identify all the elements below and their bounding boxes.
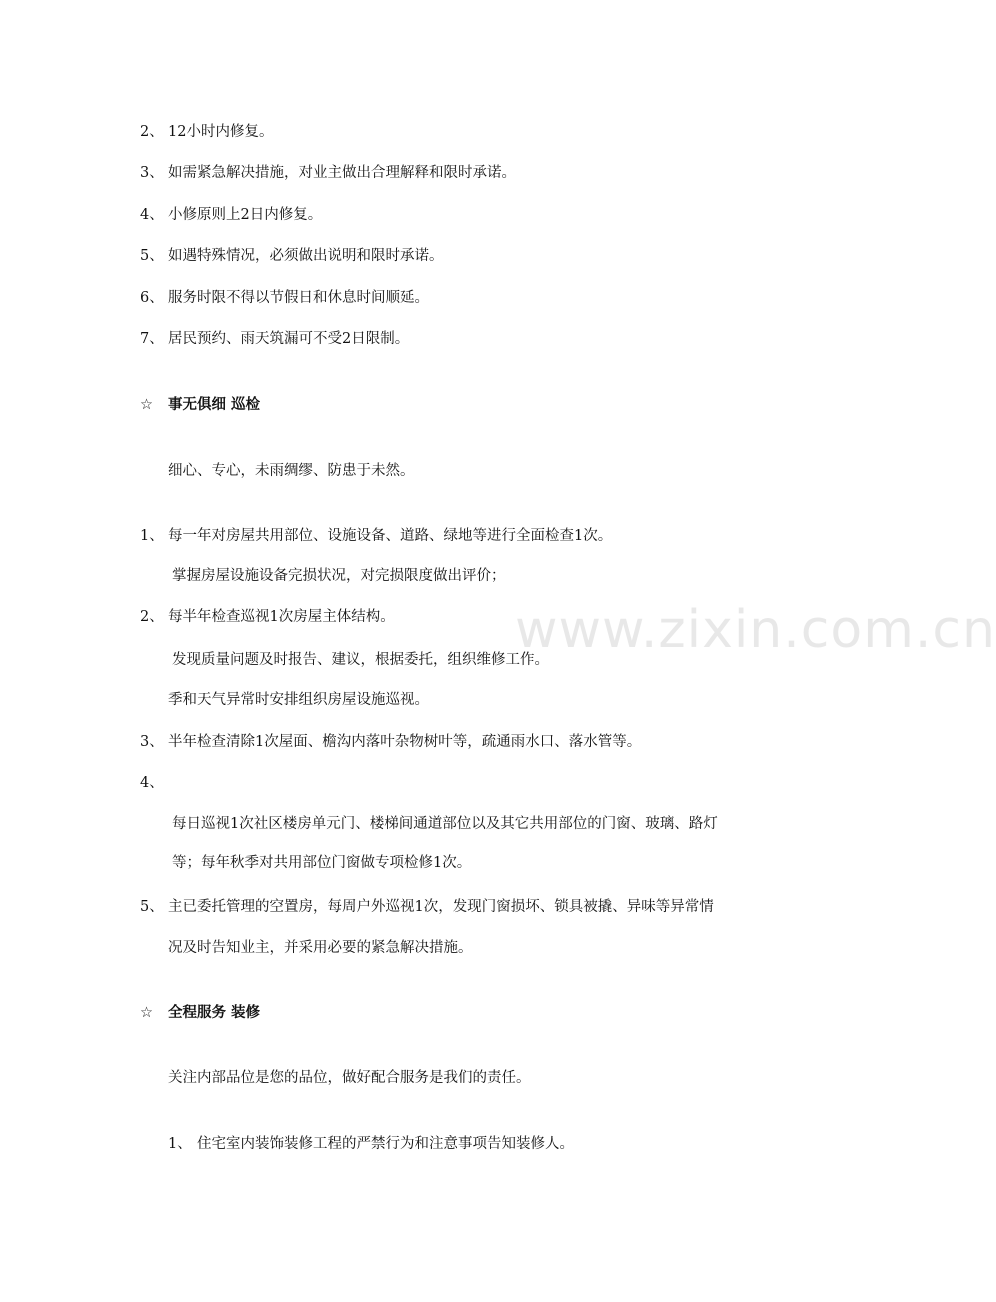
list-item-number: 7、	[140, 331, 164, 347]
list-item-text: 居民预约、雨天筑漏可不受2日限制。	[168, 331, 410, 347]
list-item-subtext: 季和天气异常时安排组织房屋设施巡视。	[168, 692, 429, 708]
list-item-number: 5、	[140, 899, 164, 915]
list-item-text: 住宅室内装饰装修工程的严禁行为和注意事项告知装修人。	[197, 1136, 574, 1152]
list-item-number: 1、	[140, 528, 164, 544]
section-motto: 细心、专心，未雨绸缪、防患于未然。	[168, 463, 415, 479]
list-item-number: 2、	[140, 124, 164, 140]
star-icon: ☆	[140, 1005, 153, 1021]
list-item-text: 每半年检查巡视1次房屋主体结构。	[168, 609, 395, 625]
list-item-number: 3、	[140, 734, 164, 750]
list-item-number: 6、	[140, 290, 164, 306]
star-icon: ☆	[140, 397, 153, 413]
list-item-number: 5、	[140, 248, 164, 264]
list-item-text: 如需紧急解决措施，对业主做出合理解释和限时承诺。	[168, 165, 516, 181]
list-item-number: 4、	[140, 775, 164, 791]
list-item-text: 每一年对房屋共用部位、设施设备、道路、绿地等进行全面检查1次。	[168, 528, 613, 544]
section-title: 事无俱细 巡检	[168, 397, 261, 413]
list-item-number: 2、	[140, 609, 164, 625]
list-item-subtext: 掌握房屋设施设备完损状况，对完损限度做出评价；	[172, 568, 506, 584]
list-item-number: 1、	[168, 1136, 192, 1152]
section-heading-renovation	[140, 1003, 260, 1023]
list-item-subtext: 发现质量问题及时报告、建议，根据委托，组织维修工作。	[172, 652, 549, 668]
section-heading-inspection	[140, 395, 260, 415]
list-item-text: 如遇特殊情况，必须做出说明和限时承诺。	[168, 248, 444, 264]
list-item-text: 12小时内修复。	[168, 124, 274, 140]
list-item-text: 小修原则上2日内修复。	[168, 207, 323, 223]
list-item-text: 主已委托管理的空置房，每周户外巡视1次，发现门窗损坏、锁具被撬、异味等异常情	[168, 899, 714, 915]
list-item-number: 3、	[140, 165, 164, 181]
list-item-number: 4、	[140, 207, 164, 223]
list-item-text-continued: 况及时告知业主，并采用必要的紧急解决措施。	[168, 940, 473, 956]
watermark: www.zixin.com.cn	[515, 600, 996, 660]
section-motto: 关注内部品位是您的品位，做好配合服务是我们的责任。	[168, 1070, 531, 1086]
list-item-text: 每日巡视1次社区楼房单元门、楼梯间通道部位以及其它共用部位的门窗、玻璃、路灯	[172, 816, 718, 832]
section-title: 全程服务 装修	[168, 1005, 261, 1021]
list-item-text: 半年检查清除1次屋面、檐沟内落叶杂物树叶等，疏通雨水口、落水管等。	[168, 734, 642, 750]
list-item-text: 服务时限不得以节假日和休息时间顺延。	[168, 290, 429, 306]
list-item-text-continued: 等；每年秋季对共用部位门窗做专项检修1次。	[172, 855, 472, 871]
